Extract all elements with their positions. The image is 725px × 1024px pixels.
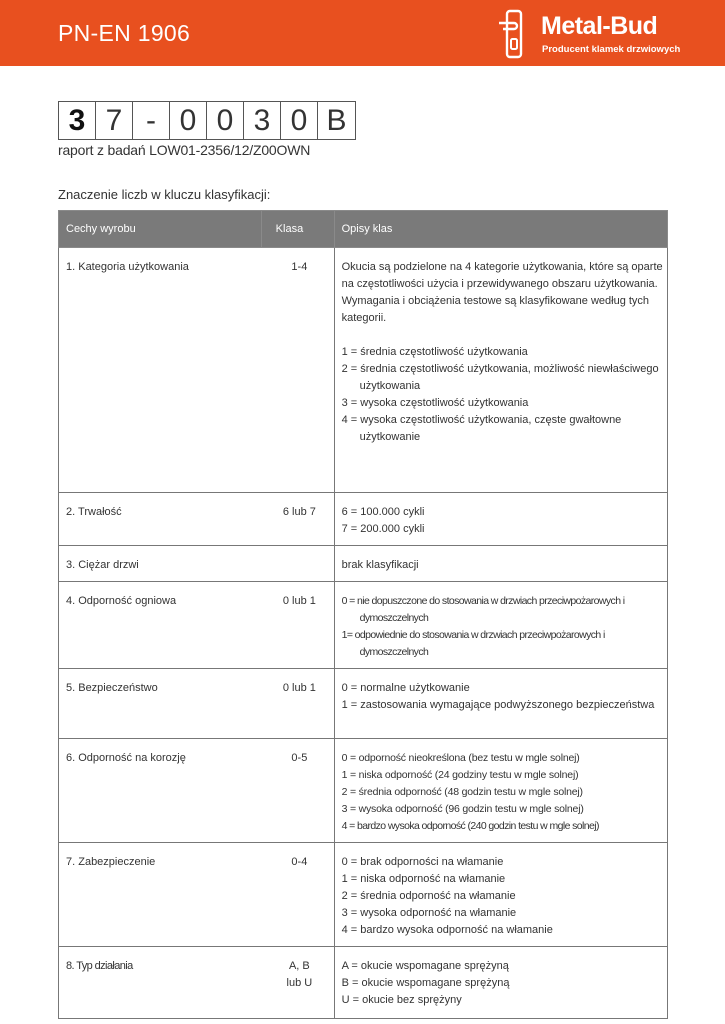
classification-code bbox=[58, 101, 356, 140]
description-line: 3 = wysoka odporność (96 godzin testu w mgle solnej) bbox=[341, 803, 584, 815]
class-value: A, B lub U bbox=[286, 960, 313, 989]
header-bar bbox=[0, 0, 725, 66]
description-cell bbox=[334, 669, 667, 739]
description-line: 1 = niska odporność (24 godziny testu w mgle solnej) bbox=[341, 769, 579, 781]
report-reference: raport z badań LOW01-2356/12/Z00OWN bbox=[58, 142, 311, 158]
description-line: 0 = normalne użytkowanie bbox=[341, 682, 470, 694]
classification-table bbox=[58, 210, 668, 1019]
table-row bbox=[59, 843, 668, 947]
description-line: 1= odpowiednie do stosowania w drzwiach przeciwpożarowych i dymoszczelnych bbox=[341, 629, 605, 658]
feature-cell: 1. Kategoria użytkowania bbox=[59, 248, 262, 493]
table-row bbox=[59, 546, 668, 582]
description-line: A = okucie wspomagane sprężyną bbox=[341, 960, 509, 972]
description-line: 4 = wysoka częstotliwość użytkowania, częste gwałtowne użytkowanie bbox=[341, 414, 622, 443]
table-header-row bbox=[59, 211, 668, 248]
class-cell: 0-5 bbox=[261, 739, 334, 843]
door-handle-icon bbox=[497, 9, 535, 59]
class-cell: 0 lub 1 bbox=[261, 582, 334, 669]
description-line: 4 = bardzo wysoka odporność (240 godzin testu w mgle solnej) bbox=[341, 820, 599, 832]
code-digit: 0 bbox=[281, 102, 318, 139]
feature-cell: 3. Ciężar drzwi bbox=[59, 546, 262, 582]
class-cell: 0-4 bbox=[261, 843, 334, 947]
code-digit: 0 bbox=[207, 102, 244, 139]
feature-cell: 2. Trwałość bbox=[59, 493, 262, 546]
description-line: 2 = średnia odporność (48 godzin testu w mgle solnej) bbox=[341, 786, 583, 798]
header-description: Opisy klas bbox=[334, 211, 667, 248]
description-cell bbox=[334, 843, 667, 947]
description-paragraph: Okucia są podzielone na 4 kategorie użytkowania, które są oparte na częstotliwości użycia i przewidywanego obszaru użytkowania. Wymagania i obciążenia testowe są klasyfikowane według tych kategorii. bbox=[341, 261, 663, 324]
table-row bbox=[59, 493, 668, 546]
code-digit: - bbox=[133, 102, 170, 139]
table-row bbox=[59, 669, 668, 739]
code-digit: 7 bbox=[96, 102, 133, 139]
description-cell bbox=[334, 493, 667, 546]
description-line: 2 = średnia odporność na włamanie bbox=[341, 890, 516, 902]
description-line: 1 = średnia częstotliwość użytkowania bbox=[341, 346, 528, 358]
description-line: U = okucie bez sprężyny bbox=[341, 994, 462, 1006]
description-line: 1 = niska odporność na włamanie bbox=[341, 873, 506, 885]
code-digit: 0 bbox=[170, 102, 207, 139]
class-cell: 1-4 bbox=[261, 248, 334, 493]
description-line: 4 = bardzo wysoka odporność na włamanie bbox=[341, 924, 553, 936]
feature-cell: 5. Bezpieczeństwo bbox=[59, 669, 262, 739]
brand-name: Metal-Bud bbox=[541, 12, 658, 40]
table-row bbox=[59, 947, 668, 1019]
code-digit: 3 bbox=[244, 102, 281, 139]
feature-cell: 7. Zabezpieczenie bbox=[59, 843, 262, 947]
description-line: 6 = 100.000 cykli bbox=[341, 506, 425, 518]
description-line: 0 = odporność nieokreślona (bez testu w mgle solnej) bbox=[341, 752, 580, 764]
intro-text: Znaczenie liczb w kluczu klasyfikacji: bbox=[58, 187, 271, 202]
description-cell bbox=[334, 739, 667, 843]
description-line: 3 = wysoka częstotliwość użytkowania bbox=[341, 397, 529, 409]
table-row bbox=[59, 582, 668, 669]
description-line: B = okucie wspomagane sprężyną bbox=[341, 977, 510, 989]
description-line: brak klasyfikacji bbox=[341, 559, 419, 571]
class-cell: 0 lub 1 bbox=[261, 669, 334, 739]
description-line: 1 = zastosowania wymagające podwyższonego bezpieczeństwa bbox=[341, 699, 655, 711]
description-cell bbox=[334, 248, 667, 493]
description-line: 2 = średnia częstotliwość użytkowania, możliwość niewłaściwego użytkowania bbox=[341, 363, 659, 392]
table-row bbox=[59, 739, 668, 843]
description-line: 3 = wysoka odporność na włamanie bbox=[341, 907, 517, 919]
class-cell bbox=[261, 947, 334, 1019]
description-cell bbox=[334, 582, 667, 669]
description-cell bbox=[334, 947, 667, 1019]
class-cell bbox=[261, 546, 334, 582]
code-digit: B bbox=[326, 103, 347, 137]
description-line: 0 = nie dopuszczone do stosowania w drzwiach przeciwpożarowych i dymoszczelnych bbox=[341, 595, 625, 624]
header-class: Klasa bbox=[261, 211, 334, 248]
code-digit: 3 bbox=[59, 102, 96, 139]
description-cell bbox=[334, 546, 667, 582]
class-cell: 6 lub 7 bbox=[261, 493, 334, 546]
table-row bbox=[59, 248, 668, 493]
feature-cell: 6. Odporność na korozję bbox=[59, 739, 262, 843]
header-feature: Cechy wyrobu bbox=[59, 211, 262, 248]
brand-tagline: Producent klamek drzwiowych bbox=[542, 44, 681, 55]
standard-title: PN-EN 1906 bbox=[58, 20, 191, 46]
description-line: 0 = brak odporności na włamanie bbox=[341, 856, 504, 868]
brand-logo bbox=[497, 9, 681, 59]
description-line: 7 = 200.000 cykli bbox=[341, 523, 425, 535]
feature-cell: 4. Odporność ogniowa bbox=[59, 582, 262, 669]
feature-cell: 8. Typ działania bbox=[59, 947, 262, 1019]
